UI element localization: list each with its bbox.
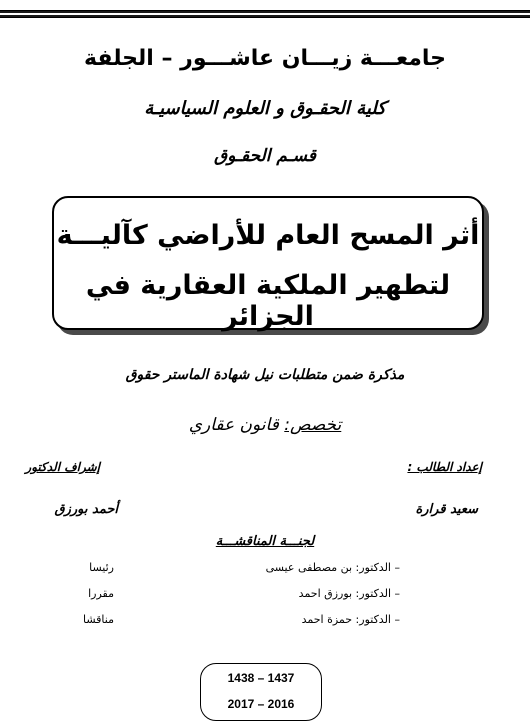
specialization	[0, 415, 530, 435]
thesis-title-line-2: لتطهير الملكية العقارية في الجزائر	[85, 270, 451, 332]
prepared-by-label: إعداد الطالب :	[407, 460, 482, 474]
committee-member-name: – الدكتور: حمزة احمد	[301, 613, 400, 626]
specialization-label: تخصص:	[284, 415, 342, 435]
specialization-value: قانون عقاري	[188, 415, 279, 435]
student-name: سعيد قرارة	[415, 502, 478, 517]
top-border-decoration	[0, 10, 530, 18]
academic-years-box	[200, 663, 322, 721]
committee-member-role: مقررا	[88, 587, 114, 600]
committee-member-name: – الدكتور: بن مصطفى عيسى	[265, 561, 400, 574]
committee-title: لجنـــة المناقشـــة	[215, 534, 315, 549]
department-name: قسـم الحقـوق	[214, 146, 316, 166]
university-name: جامعـــة زيـــان عاشـــور – الجلفة	[84, 46, 446, 71]
faculty-name: كلية الحقـوق و العلوم السياسيـة	[144, 98, 386, 119]
thesis-title-line-1: أثر المسح العام للأراضي كآليـــة	[56, 220, 480, 251]
thesis-title-box	[52, 196, 484, 330]
supervisor-label: إشراف الدكتور	[25, 460, 100, 474]
memo-description: مذكرة ضمن متطلبات نيل شهادة الماستر حقوق	[125, 367, 405, 383]
committee-member-role: مناقشا	[83, 613, 114, 626]
committee-member-role: رئيسا	[89, 561, 114, 574]
supervisor-name: أحمد بورزق	[54, 502, 118, 517]
gregorian-year: 2017 – 2016	[227, 697, 295, 711]
hijri-year: 1438 – 1437	[227, 671, 295, 685]
committee-member-name: – الدكتور: بورزق احمد	[298, 587, 400, 600]
